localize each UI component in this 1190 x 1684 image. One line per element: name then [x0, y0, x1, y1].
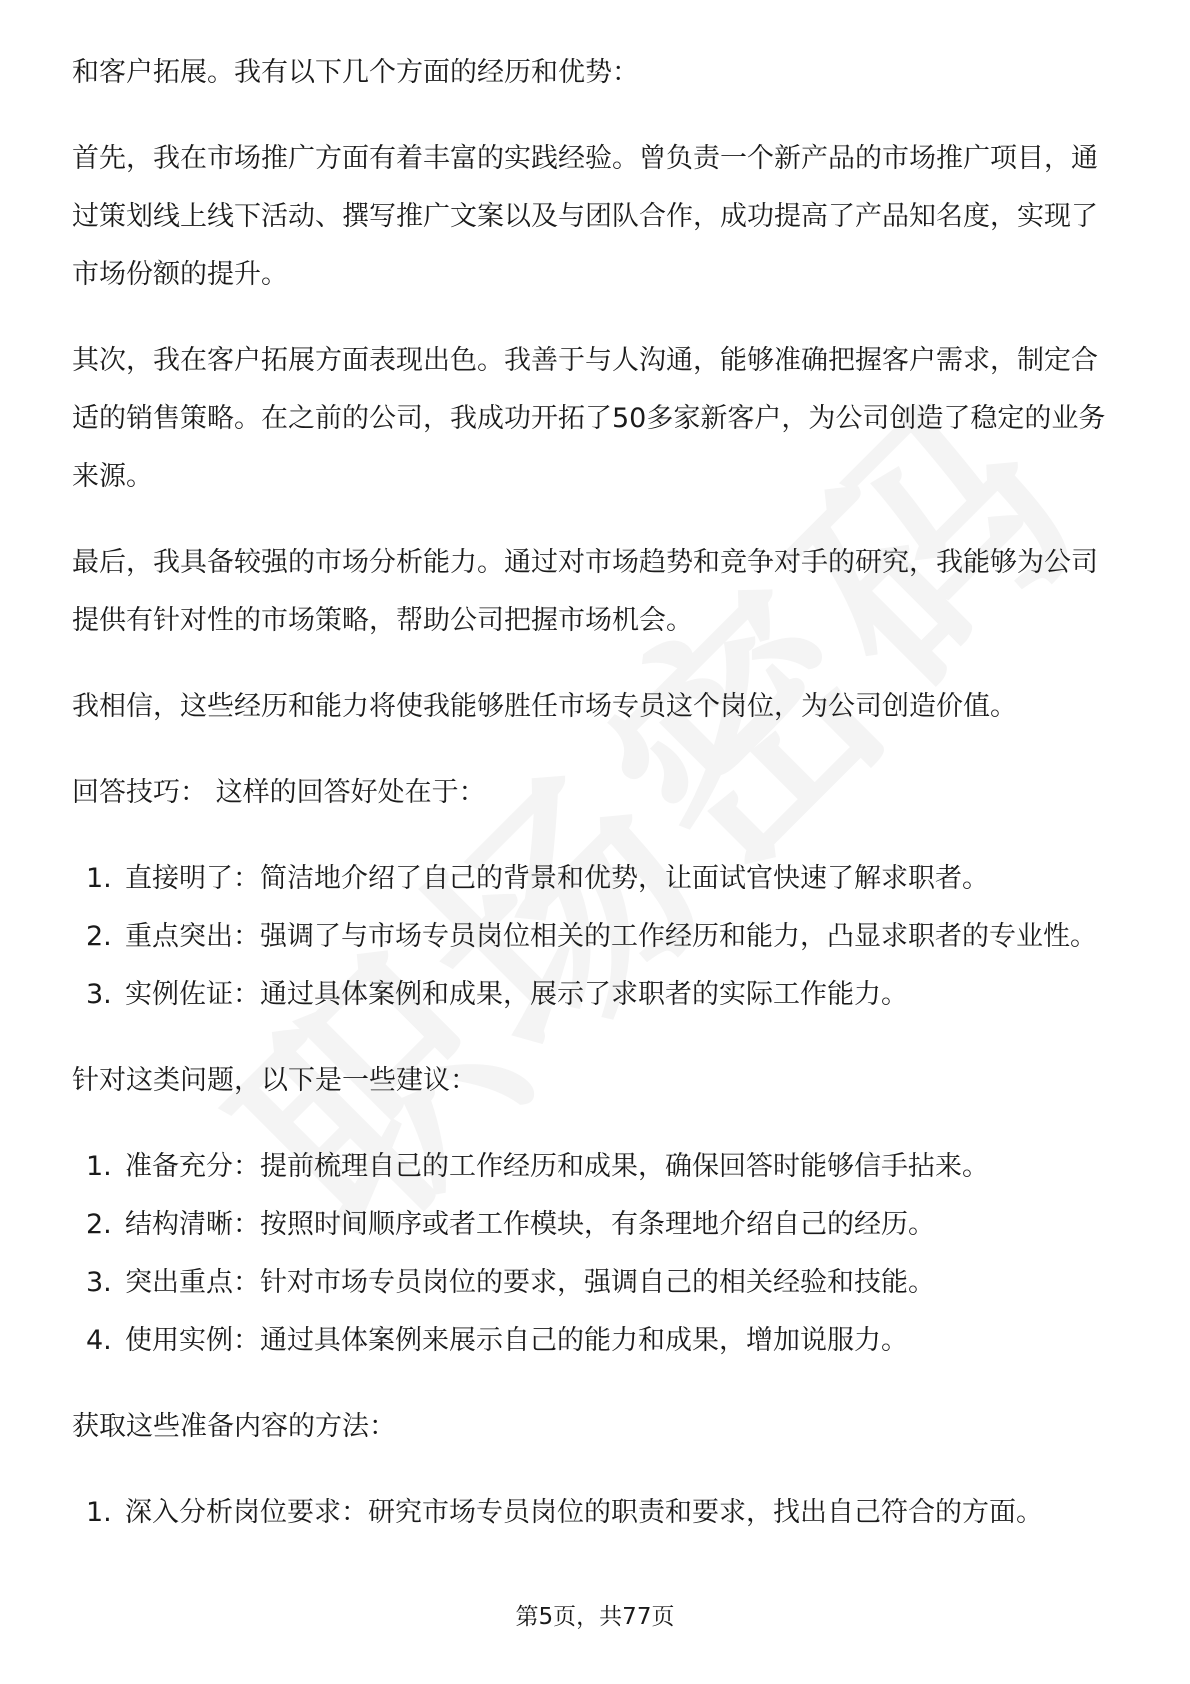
list-number: 3.: [86, 979, 112, 1010]
list-item: [72, 1196, 1122, 1254]
document-body: [72, 44, 1122, 1570]
page-number-footer: 第5页，共77页: [515, 1604, 675, 1630]
list-text: 实例佐证：通过具体案例和成果，展示了求职者的实际工作能力。: [125, 979, 908, 1010]
list-text: 使用实例：通过具体案例来展示自己的能力和成果，增加说服力。: [125, 1325, 908, 1356]
list-number: 2.: [86, 921, 112, 952]
list-item: [72, 1484, 1122, 1542]
paragraph-third: 最后，我具备较强的市场分析能力。通过对市场趋势和竞争对手的研究，我能够为公司提供有针对性的市场策略，帮助公司把握市场机会。: [72, 547, 1098, 636]
list-number: 2.: [86, 1209, 112, 1240]
methods-list: [72, 1484, 1122, 1542]
list-number: 1.: [86, 1151, 112, 1182]
list-item: [72, 1254, 1122, 1312]
advice-heading: 针对这类问题，以下是一些建议：: [72, 1065, 477, 1096]
methods-heading: 获取这些准备内容的方法：: [72, 1411, 396, 1442]
paragraph-intro: 和客户拓展。我有以下几个方面的经历和优势：: [72, 57, 639, 88]
tips-heading: 回答技巧： 这样的回答好处在于：: [72, 777, 486, 808]
list-number: 4.: [86, 1325, 112, 1356]
paragraph-conclusion: 我相信，这些经历和能力将使我能够胜任市场专员这个岗位，为公司创造价值。: [72, 691, 1017, 722]
list-text: 直接明了：简洁地介绍了自己的背景和优势，让面试官快速了解求职者。: [125, 863, 989, 894]
list-text: 重点突出：强调了与市场专员岗位相关的工作经历和能力，凸显求职者的专业性。: [125, 921, 1097, 952]
list-text: 准备充分：提前梳理自己的工作经历和成果，确保回答时能够信手拈来。: [125, 1151, 989, 1182]
list-item: [72, 966, 1122, 1024]
list-item: [72, 850, 1122, 908]
list-number: 3.: [86, 1267, 112, 1298]
advice-list: [72, 1138, 1122, 1370]
list-text: 结构清晰：按照时间顺序或者工作模块，有条理地介绍自己的经历。: [125, 1209, 935, 1240]
list-item: [72, 908, 1122, 966]
tips-list: [72, 850, 1122, 1024]
list-text: 突出重点：针对市场专员岗位的要求，强调自己的相关经验和技能。: [125, 1267, 935, 1298]
list-item: [72, 1138, 1122, 1196]
list-number: 1.: [86, 1497, 112, 1528]
list-number: 1.: [86, 863, 112, 894]
list-text: 深入分析岗位要求：研究市场专员岗位的职责和要求，找出自己符合的方面。: [125, 1497, 1043, 1528]
paragraph-first: 首先，我在市场推广方面有着丰富的实践经验。曾负责一个新产品的市场推广项目，通过策划线上线下活动、撰写推广文案以及与团队合作，成功提高了产品知名度，实现了市场份额的提升。: [72, 143, 1098, 290]
list-item: [72, 1312, 1122, 1370]
paragraph-second: 其次，我在客户拓展方面表现出色。我善于与人沟通，能够准确把握客户需求，制定合适的销售策略。在之前的公司，我成功开拓了50多家新客户，为公司创造了稳定的业务来源。: [72, 345, 1106, 492]
